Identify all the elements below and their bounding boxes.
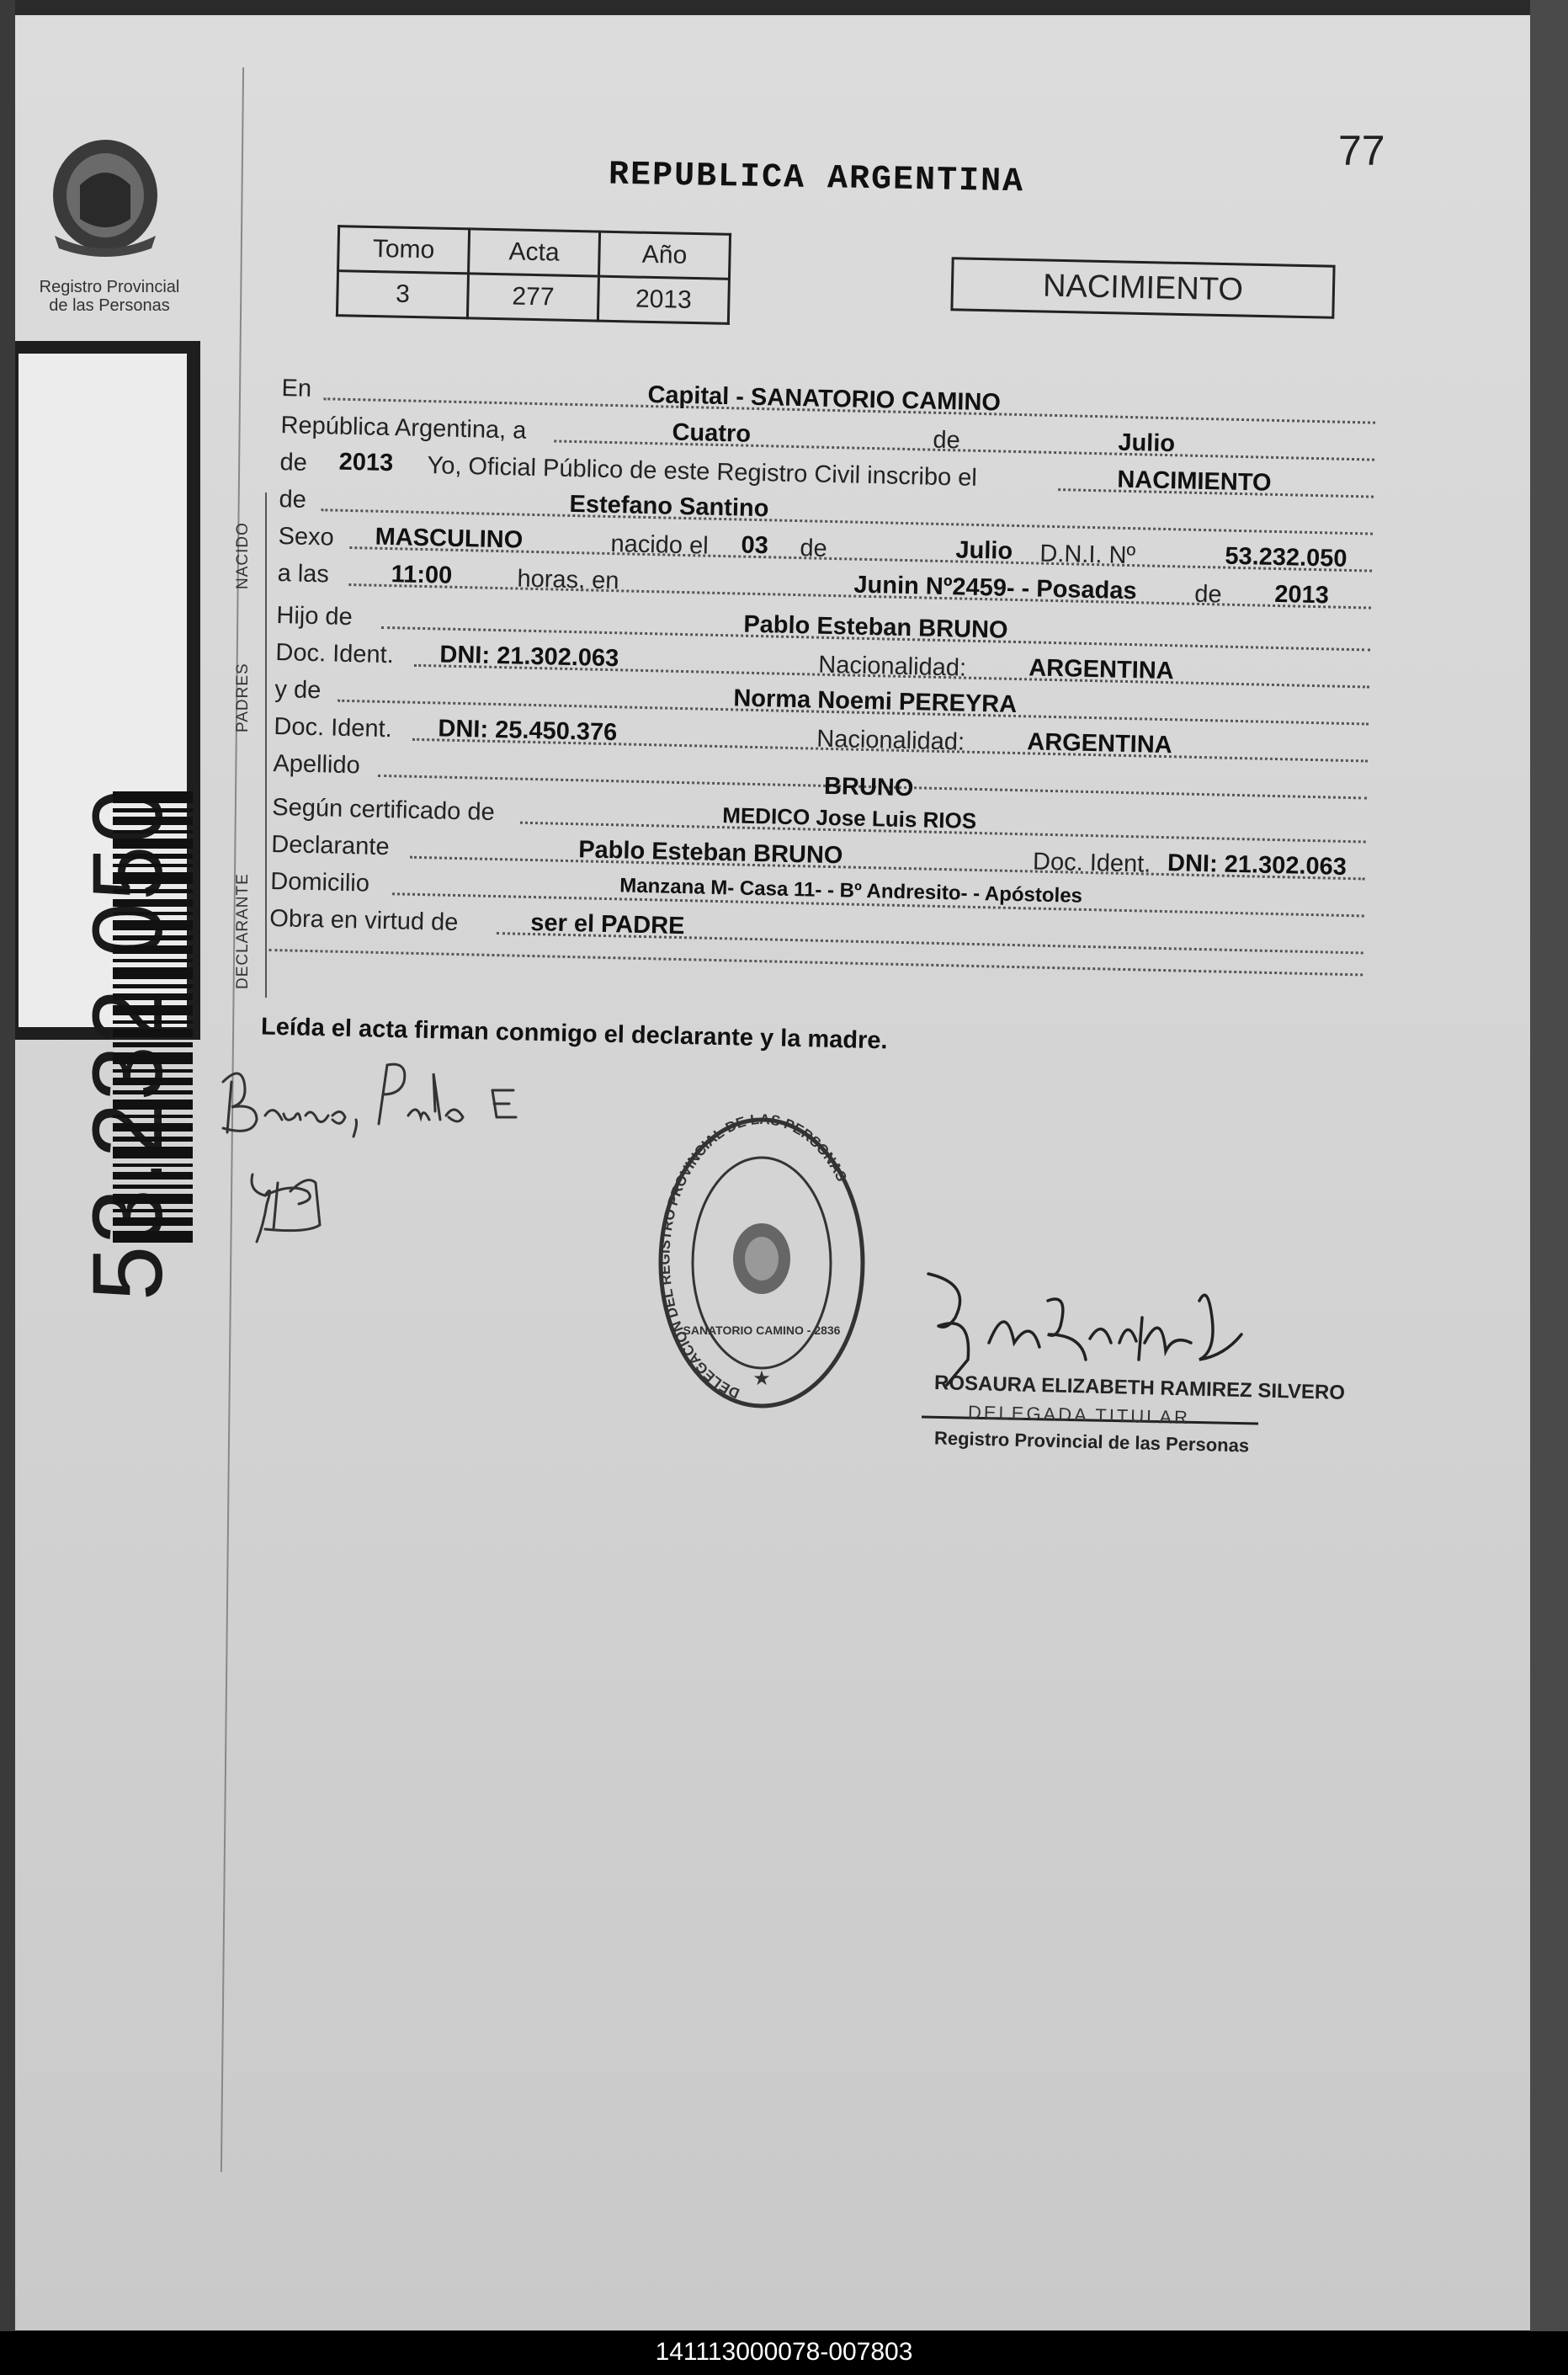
label-nacido: nacido el [610,530,709,560]
value-year: 2013 [338,448,394,477]
label-obra: Obra en virtud de [268,904,459,937]
label-doc: Doc. Ident. [275,639,395,669]
value-birth-day: 03 [741,531,769,560]
value-mother-doc: DNI: 25.450.376 [438,715,618,747]
label-nacionalidad: Nacionalidad: [817,651,967,682]
value-ano: 2013 [598,276,729,323]
value-sex: MASCULINO [375,523,524,554]
document-title: REPUBLICA ARGENTINA [608,156,1025,202]
value-tomo: 3 [337,271,468,318]
value-month: Julio [1118,429,1176,458]
label-yde: y de [274,676,322,705]
header-ano: Año [598,232,730,279]
value-mother: Norma Noemi PEREYRA [733,684,1018,719]
label-doc3: Doc. Ident. [1032,848,1151,878]
label-sexo: Sexo [278,523,335,551]
page-left-edge [0,0,15,2375]
value-name: Estefano Santino [569,490,769,523]
closing-statement: Leída el acta firman conmigo el declarante y la madre. [260,1013,888,1055]
footer-bar [0,2331,1568,2375]
section-label-declarante: DECLARANTE [234,873,252,989]
official-role: DELEGADA TITULAR [967,1401,1191,1429]
label-de3: de [279,486,307,514]
page-right-edge [1530,0,1568,2375]
barcode-label [19,354,187,1027]
label-domicilio: Domicilio [269,867,370,897]
value-acta: 277 [467,274,598,321]
header-acta: Acta [469,229,600,276]
value-father-doc: DNI: 21.302.063 [439,641,619,673]
birth-record-form [264,375,1397,1004]
label-hijo: Hijo de [276,602,353,631]
section-label-padres: PADRES [234,663,252,732]
value-inscription: NACIMIENTO [1117,466,1272,497]
value-declarant: Pablo Esteban BRUNO [577,836,843,870]
official-registry-stamp [648,1107,875,1419]
label-oficial: Yo, Oficial Público de este Registro Civil inscribo el [427,452,978,492]
value-dni: 53.232.050 [1225,542,1347,572]
value-father: Pablo Esteban BRUNO [743,610,1008,644]
label-de4: de [800,535,828,562]
value-certificate: MEDICO Jose Luis RIOS [721,802,977,833]
star-icon: ★ [752,1367,771,1390]
label-dni: D.N.I. Nº [1039,540,1136,570]
footer-code: 141113000078-007803 [655,2338,913,2366]
label-en: En [281,375,312,402]
stamp-ring-path: DELEGACION DEL REGISTRO PROVINCIAL DE LAS PERSONAS [656,1110,850,1402]
header-tomo: Tomo [338,226,470,274]
value-day: Cuatro [672,418,752,448]
value-birth-year: 2013 [1274,580,1330,610]
logo-caption [17,278,202,315]
value-father-nat: ARGENTINA [1028,654,1175,685]
value-declarant-doc: DNI: 21.302.063 [1167,849,1347,881]
page-number: 77 [1338,127,1385,174]
record-type-box: NACIMIENTO [950,257,1335,319]
label-nacionalidad2: Nacionalidad: [816,725,965,756]
label-declarante: Declarante [270,830,390,861]
barcode-bars [113,791,193,1246]
registry-table [336,225,731,325]
official-organization: Registro Provincial de las Personas [933,1427,1250,1456]
value-time: 11:00 [391,561,453,589]
section-label-nacido: NACIDO [234,522,252,589]
label-de2: de [279,449,308,477]
label-doc2: Doc. Ident. [274,713,393,743]
label-de5: de [1194,580,1222,609]
stamp-inner-text: SANATORIO CAMINO - 2836 [683,1323,841,1337]
value-place: Capital - SANATORIO CAMINO [647,381,1002,417]
value-address: Junin Nº2459- - Posadas [853,571,1137,605]
value-capacity: ser el PADRE [529,908,685,940]
label-horas: horas, en [517,565,619,595]
value-domicile: Manzana M- Casa 11- - Bº Andresito- - Apóstoles [619,874,1083,908]
label-apellido: Apellido [273,749,361,780]
logo-caption-line2: de las Personas [49,296,170,315]
label-republica: República Argentina, a [280,412,527,445]
label-certificado: Según certificado de [271,793,496,826]
label-de: de [933,426,961,455]
logo-caption-line1: Registro Provincial [39,278,180,296]
label-alas: a las [277,560,330,588]
official-name: ROSAURA ELIZABETH RAMIREZ SILVERO [933,1371,1346,1404]
declarant-signature [215,1057,652,1326]
value-mother-nat: ARGENTINA [1026,728,1173,759]
value-surname: BRUNO [823,772,914,802]
provincial-emblem-logo [38,126,173,261]
value-birth-month: Julio [955,536,1013,565]
